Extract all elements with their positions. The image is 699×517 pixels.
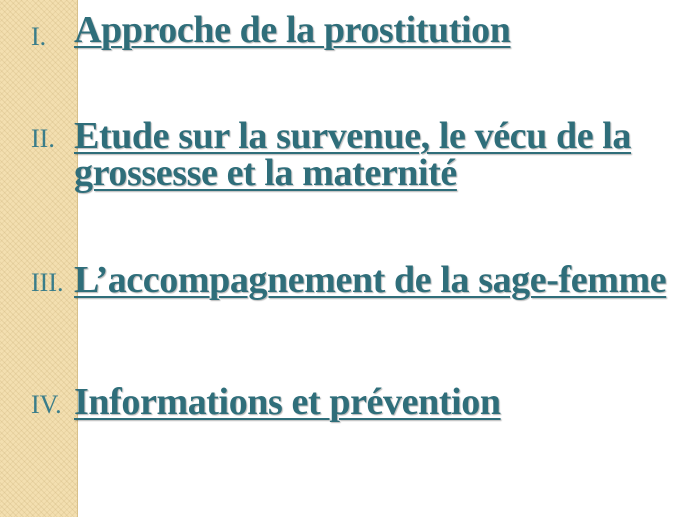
outline-item-link[interactable]: L’accompagnement de la sage-femme bbox=[74, 259, 667, 301]
outline-item-link[interactable]: Etude sur la survenue, le vécu de la grossesse et la maternité bbox=[74, 115, 632, 194]
outline-item-link[interactable]: Approche de la prostitution bbox=[74, 9, 511, 51]
outline-item-link[interactable]: Informations et prévention bbox=[74, 381, 501, 423]
outline-item-number: II. bbox=[31, 124, 55, 153]
outline-item-number: I. bbox=[31, 22, 47, 51]
outline-item-number: III. bbox=[31, 268, 64, 297]
outline-item-number: IV. bbox=[31, 390, 62, 419]
